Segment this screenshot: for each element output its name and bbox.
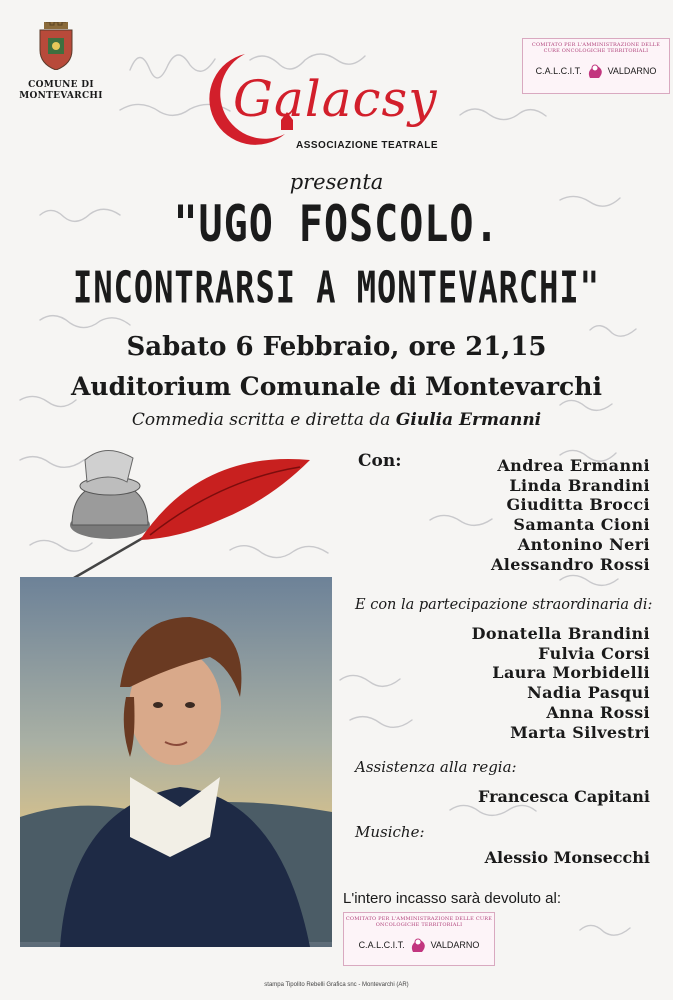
cast-member: Anna Rossi <box>546 702 650 722</box>
calcit-name: C.A.L.C.I.T. <box>535 66 582 76</box>
music-label: Musiche: <box>355 823 425 841</box>
printer-footer: stampa Tipolito Rebelli Grafica snc - Montevarchi (AR) <box>264 982 409 988</box>
cast-member: Marta Silvestri <box>510 722 650 742</box>
cast-member: Alessandro Rossi <box>490 554 650 574</box>
author-line <box>0 410 673 430</box>
calcit-top-text: COMITATO PER L'AMMINISTRAZIONE DELLE CURE ONCOLOGICHE TERRITORIALI <box>531 42 661 54</box>
cast-member: Linda Brandini <box>509 475 650 495</box>
calcit-name: C.A.L.C.I.T. <box>358 940 405 950</box>
author-prefix: Commedia scritta e diretta da <box>131 410 391 430</box>
cast-member: Andrea Ermanni <box>497 456 650 475</box>
town-crest-icon <box>36 22 76 70</box>
comune-line2: MONTEVARCHI <box>19 91 103 101</box>
cast-member: Laura Morbidelli <box>492 663 650 683</box>
cast-member: Donatella Brandini <box>471 624 650 643</box>
main-cast-list <box>420 456 650 574</box>
author-name: Giulia Ermanni <box>395 410 542 430</box>
event-date: Sabato 6 Febbraio, ore 21,15 <box>126 332 547 362</box>
portrait-image <box>20 577 332 947</box>
special-cast-label: E con la partecipazione straordinaria di: <box>355 597 653 613</box>
cast-member: Antonino Neri <box>517 534 650 554</box>
calcit-area: VALDARNO <box>430 940 480 950</box>
cast-member: Samanta Cioni <box>513 515 650 535</box>
special-cast-list <box>420 624 650 742</box>
cast-member: Fulvia Corsi <box>538 643 650 663</box>
assistance-name: Francesca Capitani <box>478 787 650 806</box>
galacsy-logo <box>185 50 505 148</box>
title-line2: INCONTRARSI A MONTEVARCHI" <box>73 262 600 314</box>
calcit-hand-icon <box>409 936 427 954</box>
logo-word: Galacsy <box>233 70 438 128</box>
donation-text: L'intero incasso sarà devoluto al: <box>343 890 561 907</box>
assistance-label: Assistenza alla regia: <box>355 758 517 776</box>
cast-label: Con: <box>358 451 402 471</box>
comune-label <box>16 80 106 102</box>
calcit-top-text: COMITATO PER L'AMMINISTRAZIONE DELLE CURE ONCOLOGICHE TERRITORIALI <box>345 916 493 928</box>
music-name: Alessio Monsecchi <box>484 848 650 867</box>
cast-member: Giuditta Brocci <box>506 495 650 515</box>
calcit-hand-icon <box>586 62 604 80</box>
cast-member: Nadia Pasqui <box>527 683 650 703</box>
comune-line1: COMUNE DI <box>28 80 94 90</box>
presenta-label: presenta <box>289 170 384 194</box>
calcit-badge <box>522 38 670 94</box>
calcit-badge-bottom <box>343 912 495 966</box>
calcit-area: VALDARNO <box>607 66 657 76</box>
event-venue: Auditorium Comunale di Montevarchi <box>71 372 602 401</box>
association-label: ASSOCIAZIONE TEATRALE <box>296 140 438 151</box>
title-line1: "UGO FOSCOLO. <box>173 196 500 254</box>
